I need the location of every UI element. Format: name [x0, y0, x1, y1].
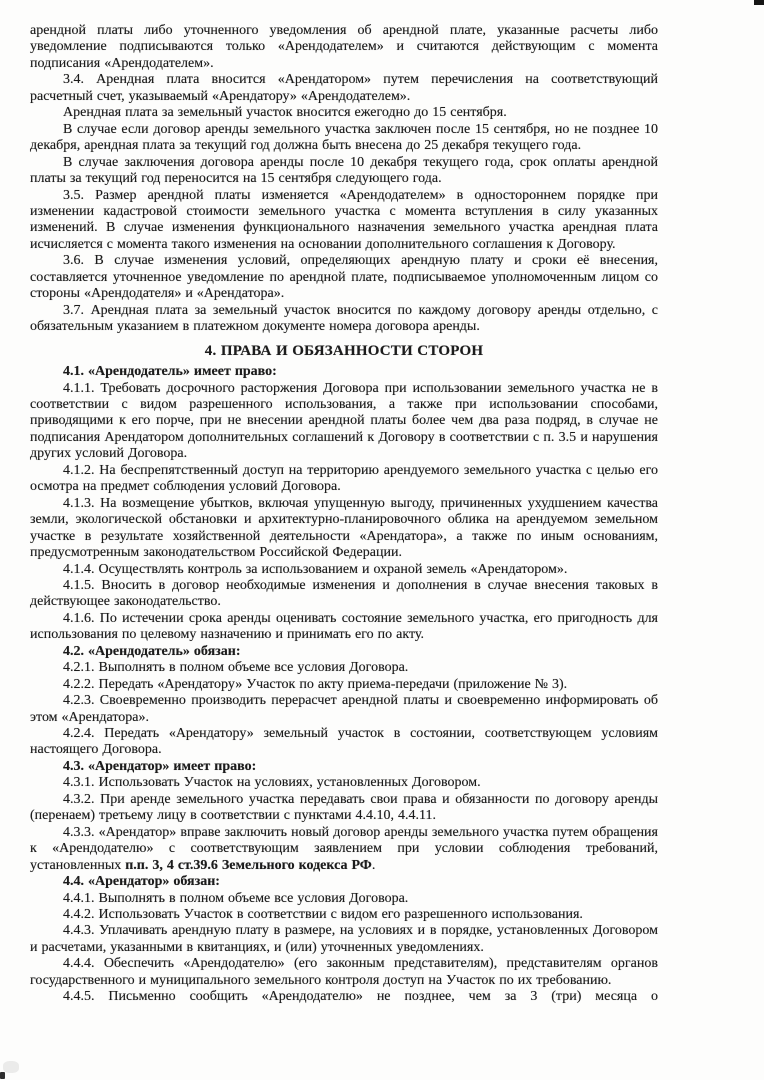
- paragraph: 3.4. Арендная плата вносится «Арендатором» путем перечисления на соответствующий расчетный счет, указываемый «Арендатору» «Арендодателем».: [30, 72, 658, 104]
- paragraph: 4.1.1. Требовать досрочного расторжения Договора при использовании земельного участка не в соответствии с видом разрешенного использования, а также при использовании способами, приводящими к его порче, при не внесении арендной платы более чем два раза подряд, в случае не подписания Арендатором дополнительных соглашений к Договору в соответствии с п. 3.5 и нарушения других условий Договора.: [30, 380, 658, 462]
- section-heading: 4. ПРАВА И ОБЯЗАННОСТИ СТОРОН: [204, 342, 484, 359]
- paragraph: Арендная плата за земельный участок вносится ежегодно до 15 сентября.: [63, 105, 507, 121]
- paragraph: 3.6. В случае изменения условий, определяющих арендную плату и сроки её внесения, составляется уточненное уведомление по арендной плате, подписываемое уполномоченным лицом со стороны «Арендодателя» и «Арендатора».: [30, 253, 658, 302]
- text-segment: 4.3.3. «Арендатор» вправе заключить новый договор аренды земельного участка путем обращения к «Арендодателю» с соответствующим заявлением при условии соблюдения требований, установленных: [30, 824, 658, 873]
- scan-artifact-top-right: [754, 0, 764, 5]
- scan-artifact-bottom-left-smudge: [3, 1061, 19, 1073]
- text-segment: .: [371, 857, 376, 873]
- bold-text-segment: п.п. 3, 4 ст.39.6 Земельного кодекса РФ: [125, 857, 372, 873]
- paragraph: арендной платы либо уточненного уведомления об арендной плате, указанные расчеты либо уведомление подписываются только «Арендодателем» и считаются действующим с момента подписания «Арендодателем».: [30, 23, 658, 71]
- paragraph: 3.7. Арендная плата за земельный участок вносится по каждому договору аренды отдельно, с обязательным указанием в платежном документе номера договора аренды.: [30, 302, 658, 335]
- paragraph: 4.4.2. Использовать Участок в соответствии с видом его разрешенного использования.: [63, 907, 583, 923]
- paragraph: В случае заключения договора аренды после 10 декабря текущего года, срок оплаты арендной платы за текущий год переносится на 15 сентября следующего года.: [30, 154, 658, 187]
- clause-subheading: 4.3. «Арендатор» имеет право:: [63, 758, 257, 774]
- document-body: [30, 23, 658, 1006]
- clause-subheading: 4.4. «Арендатор» обязан:: [63, 874, 220, 890]
- paragraph: 4.1.6. По истечении срока аренды оценивать состояние земельного участка, его пригодность для использования по целевому назначению и принимать его по акту.: [30, 610, 658, 643]
- paragraph: 4.3.2. При аренде земельного участка передавать свои права и обязанности по договору аренды (перенаем) третьему лицу в соответствии с пунктами 4.4.10, 4.4.11.: [30, 791, 658, 824]
- paragraph: 4.4.1. Выполнять в полном объеме все условия Договора.: [63, 890, 409, 906]
- paragraph: 4.1.3. На возмещение убытков, включая упущенную выгоду, причиненных ухудшением качества земли, экологической обстановки и архитектурно-планировочного облика на арендуемом земельном участке в результате хозяйственной деятельности «Арендатора», а также по иным основаниям, предусмотренным законодательством Российской Федерации.: [30, 495, 658, 561]
- paragraph: 4.1.4. Осуществлять контроль за использованием и охраной земель «Арендатором».: [63, 561, 568, 577]
- paragraph: 4.2.4. Передать «Арендатору» земельный участок в состоянии, соответствующем условиям настоящего Договора.: [30, 726, 658, 758]
- scan-artifact-bottom-left-dot: [0, 1072, 5, 1079]
- paragraph: 4.1.5. Вносить в договор необходимые изменения и дополнения в случае внесения таковых в действующее законодательство.: [30, 577, 658, 610]
- paragraph: 4.4.3. Уплачивать арендную плату в размере, на условиях и в порядке, установленных Договором и расчетами, указанными в квитанциях, и (или) уточненных уведомлениях.: [30, 923, 658, 955]
- paragraph: 4.2.1. Выполнять в полном объеме все условия Договора.: [63, 660, 409, 676]
- paragraph: 4.2.2. Передать «Арендатору» Участок по акту приема-передачи (приложение № 3).: [63, 676, 568, 692]
- paragraph: 4.1.2. На беспрепятственный доступ на территорию арендуемого земельного участка с целью его осмотра на предмет соблюдения условий Договора.: [30, 462, 658, 495]
- paragraph: В случае если договор аренды земельного участка заключен после 15 сентября, но не позднее 10 декабря, арендная плата за текущий год должна быть внесена до 25 декабря текущего года.: [30, 121, 658, 154]
- paragraph: 4.4.5. Письменно сообщить «Арендодателю» не позднее, чем за 3 (три) месяца о: [63, 989, 658, 1005]
- paragraph: [30, 825, 658, 874]
- paragraph: 4.3.1. Использовать Участок на условиях, установленных Договором.: [63, 775, 481, 791]
- clause-subheading: 4.1. «Арендодатель» имеет право:: [63, 364, 277, 380]
- paragraph: 4.4.4. Обеспечить «Арендодателю» (его законным представителям), представителям органов государственного и муниципального земельного контроля доступ на Участок по их требованию.: [30, 956, 658, 988]
- paragraph: 3.5. Размер арендной платы изменяется «Арендодателем» в одностороннем порядке при изменении кадастровой стоимости земельного участка с момента вступления в силу указанных изменений. В случае изменения функционального назначения земельного участка арендная плата исчисляется с момента такого изменения на основании дополнительного соглашения к Договору.: [30, 187, 658, 252]
- paragraph: 4.2.3. Своевременно производить перерасчет арендной платы и своевременно информировать об этом «Арендатора».: [30, 693, 658, 725]
- clause-subheading: 4.2. «Арендодатель» обязан:: [63, 643, 241, 659]
